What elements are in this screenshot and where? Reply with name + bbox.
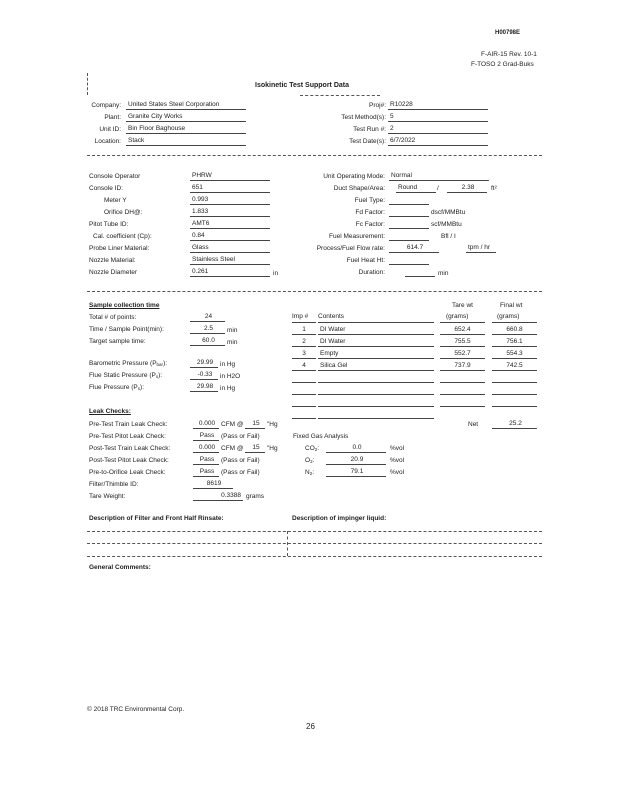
page-number: 26: [306, 722, 315, 731]
post-train-leak-cfm: CFM @: [221, 445, 244, 452]
probe-liner-label: Probe Liner Material:: [89, 245, 150, 252]
impinger-header-rule-3: [440, 322, 485, 323]
orifice-leak-label: Pre-to-Orifice Leak Check:: [89, 469, 166, 476]
impinger-row-6-rule-4: [492, 394, 537, 395]
time-per-point-unit: min: [227, 327, 238, 334]
console-operator-value: PHRW: [190, 172, 270, 181]
section-divider-2: [87, 291, 542, 292]
plant-label: Plant:: [104, 114, 121, 121]
test-date-label: Test Date(s):: [349, 138, 386, 145]
impinger-col-tare: Tare wt: [452, 302, 473, 309]
test-date-value: 6/7/2022: [388, 137, 488, 146]
impinger-row-3-contents: Empty: [320, 350, 339, 357]
time-per-point-value: 2.5: [190, 325, 225, 334]
duct-shape-value: Round: [396, 184, 436, 193]
impinger-net-value: 25.2: [492, 420, 537, 429]
meter-y-label: Meter Y: [104, 197, 127, 204]
tare-weight-unit: grams: [246, 493, 265, 500]
leak-checks-heading: Leak Checks:: [89, 408, 131, 415]
pre-train-leak-value: 0.000: [193, 420, 219, 429]
impinger-row-2-rule-2: [318, 346, 434, 347]
location-value: Stack: [126, 137, 246, 146]
cal-coefficient-value: 0.84: [190, 232, 270, 241]
impinger-row-6-rule-3: [440, 394, 485, 395]
post-pitot-leak-options: (Pass or Fail): [221, 457, 260, 464]
post-train-leak-value: 0.000: [193, 444, 219, 453]
static-pressure-unit: in H2O: [220, 373, 241, 380]
filter-id-label: Filter/Thimble ID:: [89, 481, 139, 488]
impinger-row-2-rule-1: [292, 346, 316, 347]
fuel-measurement-unit: Bfl / I: [441, 233, 456, 240]
impinger-row-5-rule-1: [292, 382, 316, 383]
impinger-col-tare-unit: (grams): [446, 313, 469, 320]
fd-factor-unit: dscf/MMBtu: [431, 209, 466, 216]
duct-shape-label: Duct Shape/Area:: [333, 185, 385, 192]
fuel-heat-value: [389, 256, 429, 265]
impinger-row-3-number: 3: [302, 350, 306, 357]
target-time-value: 60.0: [190, 337, 225, 346]
test-method-label: Test Method(s):: [341, 114, 386, 121]
duct-area-unit: ft²: [491, 185, 497, 192]
impinger-row-2-number: 2: [302, 338, 306, 345]
impinger-header-rule-4: [492, 322, 537, 323]
static-pressure-value: -0.33: [190, 371, 218, 380]
flue-pressure-label: Flue Pressure $(P_s)$:: [89, 384, 145, 391]
impinger-header-rule-2: [318, 322, 434, 323]
impinger-row-3-rule-3: [440, 358, 485, 359]
sample-heading: Sample collection time: [89, 302, 160, 309]
impinger-row-4-rule-1: [292, 370, 316, 371]
unit-value: Bin Floor Baghouse: [126, 125, 246, 134]
description-line-3: [87, 556, 542, 557]
impinger-row-4-rule-2: [318, 370, 434, 371]
process-flow-value: 614.7: [389, 244, 439, 253]
time-per-point-label: Time / Sample Point(min):: [89, 326, 164, 333]
n2-value: 79.1: [326, 468, 386, 477]
process-flow-label: Process/Fuel Flow rate:: [316, 245, 385, 252]
impinger-col-final-unit: (grams): [497, 313, 520, 320]
fixed-gas-heading: Fixed Gas Analysis: [293, 433, 349, 440]
impinger-description-label: Description of impinger liquid:: [292, 515, 387, 522]
filter-id-value: 8619: [193, 480, 233, 489]
general-comments-label: General Comments:: [89, 564, 151, 571]
impinger-row-7-rule-2: [318, 406, 434, 407]
duration-value: [405, 268, 435, 277]
impinger-row-1-contents: DI Water: [320, 326, 346, 333]
copyright-footer: © 2018 TRC Environmental Corp.: [87, 706, 185, 713]
duct-area-value: 2.38: [447, 184, 487, 193]
impinger-row-7-rule-3: [440, 406, 485, 407]
n2-unit: %vol: [390, 469, 405, 476]
co2-unit: %vol: [390, 445, 405, 452]
pre-pitot-leak-label: Pre-Test Pitot Leak Check:: [89, 433, 166, 440]
impinger-col-final: Final wt: [500, 302, 523, 309]
nozzle-diameter-unit: in: [273, 270, 279, 277]
impinger-row-7-rule-4: [492, 406, 537, 407]
description-line-2: [87, 543, 542, 544]
meter-y-value: 0.993: [190, 196, 270, 205]
pre-train-leak-unit: "Hg: [267, 421, 278, 428]
operating-mode-value: Normal: [389, 172, 489, 181]
nozzle-diameter-value: 0.261: [190, 268, 270, 277]
impinger-row-4-rule-4: [492, 370, 537, 371]
impinger-row-3-rule-1: [292, 358, 316, 359]
target-time-label: Target sample time:: [89, 338, 146, 345]
fc-factor-label: Fc Factor:: [355, 221, 385, 228]
proj-value: R10228: [388, 101, 488, 110]
total-points-value: 24: [190, 313, 225, 322]
impinger-row-2-rule-4: [492, 346, 537, 347]
impinger-net-label: Net: [468, 421, 479, 428]
impinger-header-rule-1: [292, 322, 316, 323]
target-time-unit: min: [227, 339, 238, 346]
co2-value: 0.0: [326, 444, 386, 453]
console-operator-label: Console Operator: [89, 173, 141, 180]
impinger-row-1-rule-1: [292, 334, 316, 335]
page-title: Isokinetic Test Support Data: [255, 82, 349, 89]
pre-train-leak-label: Pre-Test Train Leak Check:: [89, 421, 168, 428]
orifice-value: 1.833: [190, 208, 270, 217]
impinger-row-5-rule-3: [440, 382, 485, 383]
impinger-row-1-tare: 652.4: [454, 326, 471, 333]
duration-unit: min: [438, 270, 449, 277]
company-value: United States Steel Corporation: [126, 101, 246, 110]
impinger-row-3-final: 554.3: [506, 350, 523, 357]
impinger-row-4-final: 742.5: [506, 362, 523, 369]
fc-factor-value: [389, 220, 429, 229]
impinger-row-5-rule-4: [492, 382, 537, 383]
fuel-heat-label: Fuel Heat Ht:: [346, 257, 385, 264]
impinger-row-6-rule-1: [292, 394, 316, 395]
impinger-row-2-final: 756.1: [506, 338, 523, 345]
impinger-row-3-rule-2: [318, 358, 434, 359]
impinger-row-1-rule-4: [492, 334, 537, 335]
cal-coefficient-label: Cal. coefficient (Cp):: [93, 233, 152, 240]
fuel-measurement-label: Fuel Measurement:: [329, 233, 385, 240]
post-pitot-leak-value: Pass: [193, 456, 219, 465]
duct-shape-separator: /: [437, 185, 439, 192]
tare-weight-value: 0.3388: [193, 492, 243, 501]
flue-pressure-value: 29.98: [190, 383, 218, 392]
post-train-leak-hg: 15: [245, 444, 265, 453]
test-run-label: Test Run #:: [353, 126, 386, 133]
impinger-row-3-rule-4: [492, 358, 537, 359]
pre-train-leak-cfm: CFM @: [221, 421, 244, 428]
tare-weight-label: Tare Weight:: [89, 493, 126, 500]
pre-pitot-leak-value: Pass: [193, 432, 219, 441]
impinger-row-5-rule-2: [318, 382, 434, 383]
o2-unit: %vol: [390, 457, 405, 464]
proj-label: Proj#:: [369, 102, 386, 109]
title-underline: [300, 95, 380, 96]
plant-value: Granite City Works: [126, 113, 246, 122]
fuel-measurement-value: [389, 232, 429, 241]
test-run-value: 2: [388, 125, 488, 134]
fd-factor-label: Fd Factor:: [355, 209, 385, 216]
impinger-row-4-rule-3: [440, 370, 485, 371]
description-divider: [287, 531, 288, 556]
orifice-leak-options: (Pass or Fail): [221, 469, 260, 476]
operating-mode-label: Unit Operating Mode:: [323, 173, 385, 180]
orifice-label: Orifice DH@:: [104, 209, 143, 216]
process-flow-unit: tpm / hr: [466, 244, 496, 253]
impinger-row-8-rule-2: [318, 418, 434, 419]
nozzle-diameter-label: Nozzle Diameter: [89, 269, 138, 276]
impinger-col-contents: Contents: [318, 313, 345, 320]
o2-value: 20.9: [326, 456, 386, 465]
filter-description-label: Description of Filter and Front Half Rinsate:: [89, 515, 224, 522]
fd-factor-value: [389, 208, 429, 217]
document-code: H00798E: [495, 30, 521, 36]
o2-label: $O_2$:: [305, 457, 315, 464]
barometric-pressure-unit: in Hg: [220, 361, 236, 368]
form-number-2: F-TOSO 2 Grad-Buks: [471, 61, 534, 68]
impinger-row-6-rule-2: [318, 394, 434, 395]
pitot-tube-value: AMT6: [190, 220, 270, 229]
company-label: Company:: [91, 102, 121, 109]
description-line-1: [87, 531, 542, 532]
pitot-tube-label: Pitot Tube ID:: [89, 221, 129, 228]
fuel-type-label: Fuel Type:: [354, 197, 385, 204]
static-pressure-label: Flue Static Pressure $(P_s)$:: [89, 372, 163, 379]
post-train-leak-unit: "Hg: [267, 445, 278, 452]
nozzle-material-value: Stainless Steel: [190, 256, 270, 265]
impinger-row-1-final: 660.8: [506, 326, 523, 333]
impinger-row-4-contents: Silica Gel: [320, 362, 348, 369]
total-points-label: Total # of points:: [89, 314, 137, 321]
orifice-leak-value: Pass: [193, 468, 219, 477]
barometric-pressure-value: 29.99: [190, 359, 218, 368]
fc-factor-unit: scf/MMBtu: [431, 221, 462, 228]
impinger-row-3-tare: 552.7: [454, 350, 471, 357]
test-method-value: 5: [388, 113, 488, 122]
pre-train-leak-hg: 15: [245, 420, 265, 429]
impinger-row-7-rule-1: [292, 406, 316, 407]
post-train-leak-label: Post-Test Train Leak Check:: [89, 445, 171, 452]
form-number-1: F-AIR-15 Rev. 10-1: [481, 51, 537, 58]
impinger-row-4-tare: 737.9: [454, 362, 471, 369]
console-id-label: Console ID:: [89, 185, 123, 192]
console-id-value: 651: [190, 184, 270, 193]
impinger-row-2-rule-3: [440, 346, 485, 347]
fuel-type-value: [389, 196, 429, 205]
post-pitot-leak-label: Post-Test Pitot Leak Check:: [89, 457, 169, 464]
co2-label: $CO_2$:: [305, 445, 320, 452]
impinger-row-8-rule-1: [292, 418, 316, 419]
impinger-row-2-tare: 755.5: [454, 338, 471, 345]
title-left-border: [87, 73, 88, 95]
impinger-row-2-contents: DI Water: [320, 338, 346, 345]
impinger-row-1-number: 1: [302, 326, 306, 333]
impinger-row-1-rule-3: [440, 334, 485, 335]
duration-label: Duration:: [358, 269, 385, 276]
impinger-col-number: Imp #: [292, 313, 309, 320]
nozzle-material-label: Nozzle Material:: [89, 257, 136, 264]
impinger-row-4-number: 4: [302, 362, 306, 369]
impinger-row-1-rule-2: [318, 334, 434, 335]
barometric-pressure-label: Barometric Pressure $(P_{bar})$:: [89, 360, 168, 367]
location-label: Location:: [94, 138, 121, 145]
pre-pitot-leak-options: (Pass or Fail): [221, 433, 260, 440]
unit-label: Unit ID:: [99, 126, 121, 133]
flue-pressure-unit: in Hg: [220, 385, 236, 392]
probe-liner-value: Glass: [190, 244, 270, 253]
section-divider-1: [87, 155, 542, 156]
n2-label: $N_2$:: [305, 469, 315, 476]
